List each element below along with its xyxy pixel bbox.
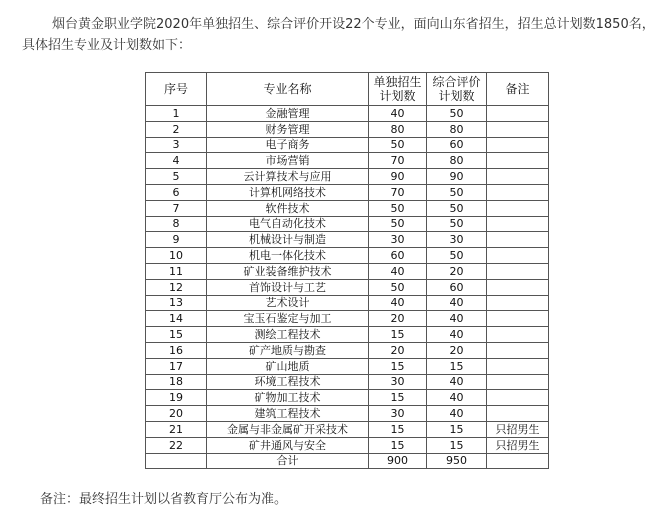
cell-note [487,121,549,137]
cell-independent: 15 [369,421,427,437]
cell-independent: 15 [369,437,427,453]
cell-major: 矿业装备维护技术 [207,263,369,279]
table-row [146,232,549,248]
intro-line-2: 具体招生专业及计划数如下： [22,38,192,53]
header-index: 序号 [146,73,207,106]
cell-independent: 90 [369,169,427,185]
cell-note: 只招男生 [487,437,549,453]
cell-note [487,106,549,122]
cell-independent: 30 [369,232,427,248]
cell-independent: 15 [369,390,427,406]
total-independent: 900 [369,453,427,469]
table-row [146,279,549,295]
intro-paragraph [22,14,672,56]
cell-comprehensive: 50 [427,248,487,264]
cell-note [487,406,549,422]
table-row [146,342,549,358]
table-row [146,248,549,264]
cell-comprehensive: 40 [427,374,487,390]
cell-index: 5 [146,169,207,185]
cell-major: 金融管理 [207,106,369,122]
cell-comprehensive: 40 [427,327,487,343]
cell-index: 9 [146,232,207,248]
cell-major: 矿物加工技术 [207,390,369,406]
cell-comprehensive: 30 [427,232,487,248]
cell-index: 4 [146,153,207,169]
cell-independent: 70 [369,153,427,169]
cell-independent: 15 [369,327,427,343]
cell-index: 19 [146,390,207,406]
cell-note [487,137,549,153]
cell-major: 环境工程技术 [207,374,369,390]
total-row [146,453,549,469]
cell-index: 2 [146,121,207,137]
cell-index: 17 [146,358,207,374]
cell-comprehensive: 90 [427,169,487,185]
cell-note [487,390,549,406]
cell-note: 只招男生 [487,421,549,437]
cell-major: 金属与非金属矿开采技术 [207,421,369,437]
cell-independent: 15 [369,358,427,374]
header-major: 专业名称 [207,73,369,106]
total-label: 合计 [207,453,369,469]
cell-comprehensive: 60 [427,137,487,153]
cell-independent: 80 [369,121,427,137]
enrollment-plan-table [145,72,549,469]
cell-index: 12 [146,279,207,295]
cell-note [487,358,549,374]
cell-index: 15 [146,327,207,343]
table-body [146,106,549,454]
cell-note [487,327,549,343]
cell-comprehensive: 40 [427,406,487,422]
cell-note [487,342,549,358]
table-row [146,200,549,216]
cell-major: 云计算技术与应用 [207,169,369,185]
cell-note [487,263,549,279]
cell-independent: 50 [369,137,427,153]
cell-note [487,153,549,169]
cell-comprehensive: 50 [427,216,487,232]
table-row [146,406,549,422]
table-row [146,137,549,153]
table-row [146,311,549,327]
cell-comprehensive: 40 [427,311,487,327]
cell-index: 1 [146,106,207,122]
cell-index: 11 [146,263,207,279]
cell-major: 矿产地质与勘查 [207,342,369,358]
table-row [146,106,549,122]
cell-independent: 40 [369,295,427,311]
cell-index: 8 [146,216,207,232]
cell-independent: 20 [369,311,427,327]
table-row [146,263,549,279]
cell-major: 电气自动化技术 [207,216,369,232]
cell-major: 电子商务 [207,137,369,153]
cell-major: 矿井通风与安全 [207,437,369,453]
cell-comprehensive: 80 [427,121,487,137]
cell-note [487,216,549,232]
table-row [146,374,549,390]
cell-index: 21 [146,421,207,437]
cell-major: 艺术设计 [207,295,369,311]
total-index-cell [146,453,207,469]
cell-major: 首饰设计与工艺 [207,279,369,295]
cell-note [487,311,549,327]
cell-major: 矿山地质 [207,358,369,374]
cell-comprehensive: 15 [427,437,487,453]
cell-major: 财务管理 [207,121,369,137]
cell-note [487,279,549,295]
cell-independent: 60 [369,248,427,264]
table-row [146,153,549,169]
cell-independent: 30 [369,406,427,422]
cell-comprehensive: 60 [427,279,487,295]
cell-comprehensive: 20 [427,342,487,358]
cell-major: 机械设计与制造 [207,232,369,248]
table-row [146,437,549,453]
table-row [146,216,549,232]
cell-independent: 50 [369,279,427,295]
table-header-row [146,73,549,106]
cell-index: 16 [146,342,207,358]
total-comprehensive: 950 [427,453,487,469]
footnote: 备注：最终招生计划以省教育厅公布为准。 [40,492,288,507]
table-row [146,421,549,437]
table-row [146,295,549,311]
cell-independent: 40 [369,106,427,122]
cell-index: 3 [146,137,207,153]
total-note-cell [487,453,549,469]
cell-note [487,248,549,264]
header-note: 备注 [487,73,549,106]
table-row [146,327,549,343]
cell-index: 20 [146,406,207,422]
cell-major: 软件技术 [207,200,369,216]
cell-independent: 50 [369,216,427,232]
cell-comprehensive: 40 [427,390,487,406]
cell-index: 14 [146,311,207,327]
cell-major: 市场营销 [207,153,369,169]
table-row [146,390,549,406]
cell-note [487,232,549,248]
cell-comprehensive: 15 [427,421,487,437]
cell-comprehensive: 20 [427,263,487,279]
cell-independent: 20 [369,342,427,358]
cell-major: 机电一体化技术 [207,248,369,264]
header-independent-plan: 单独招生计划数 [369,73,427,106]
cell-note [487,200,549,216]
cell-index: 6 [146,184,207,200]
cell-independent: 50 [369,200,427,216]
header-comprehensive-plan: 综合评价计划数 [427,73,487,106]
cell-comprehensive: 50 [427,106,487,122]
cell-note [487,169,549,185]
cell-major: 建筑工程技术 [207,406,369,422]
table-row [146,121,549,137]
cell-comprehensive: 50 [427,184,487,200]
cell-note [487,374,549,390]
cell-note [487,295,549,311]
cell-comprehensive: 50 [427,200,487,216]
table-row [146,169,549,185]
cell-comprehensive: 40 [427,295,487,311]
cell-independent: 70 [369,184,427,200]
cell-index: 7 [146,200,207,216]
cell-note [487,184,549,200]
cell-index: 18 [146,374,207,390]
cell-index: 22 [146,437,207,453]
table-row [146,184,549,200]
cell-comprehensive: 15 [427,358,487,374]
cell-index: 10 [146,248,207,264]
cell-major: 计算机网络技术 [207,184,369,200]
intro-line-1: 烟台黄金职业学院2020年单独招生、综合评价开设22个专业，面向山东省招生，招生总计划数1850名， [52,17,655,32]
cell-major: 宝玉石鉴定与加工 [207,311,369,327]
table-row [146,358,549,374]
cell-index: 13 [146,295,207,311]
cell-major: 测绘工程技术 [207,327,369,343]
cell-comprehensive: 80 [427,153,487,169]
cell-independent: 30 [369,374,427,390]
cell-independent: 40 [369,263,427,279]
